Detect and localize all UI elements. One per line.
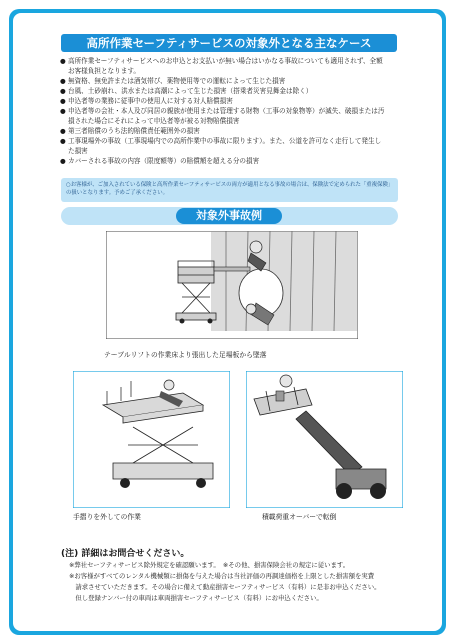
list-item xyxy=(60,156,410,166)
list-item xyxy=(60,116,410,126)
bullet: ● xyxy=(60,97,66,105)
list-item xyxy=(60,76,410,86)
case-text: 第三者賠償のうち法的賠償責任範囲外の損害 xyxy=(68,127,200,135)
list-item xyxy=(60,126,410,136)
bullet: ● xyxy=(60,137,66,145)
list-item xyxy=(60,66,410,76)
bullet: ● xyxy=(60,107,66,115)
bullet: ● xyxy=(60,57,66,65)
case-text: 工事現場外の事故（工事現場内での高所作業中の事故に限ります）。また、公道を許可なく走行して発生し xyxy=(68,137,382,145)
case-text: 申込者等の会社・本人及び同居の親族が使用または管理する財物（工事の対象物等）が滅失、破損または汚 xyxy=(68,107,385,115)
case-text: 損された場合にそれによって申込者等が被る対物賠償損害 xyxy=(68,117,240,125)
list-item xyxy=(60,106,410,116)
case-text: 無資格、無免許または酒気帯び、薬物使用等での運転によって生じた損害 xyxy=(68,77,286,85)
case-text: 申込者等の業務に従事中の使用人に対する対人賠償損害 xyxy=(68,97,233,105)
bullet: ● xyxy=(60,87,66,95)
excluded-cases-list xyxy=(60,56,410,166)
list-item xyxy=(60,136,410,146)
bullet: ● xyxy=(60,77,66,85)
case-text: 台風、土砂崩れ、洪水または高潮によって生じた損害（搭乗者災害見舞金は除く） xyxy=(68,87,313,95)
footer-note: 但し登録ナンバー付の車両は車両損害セーフティサービス（有料）にお申込ください。 xyxy=(69,594,323,602)
bullet: ● xyxy=(60,157,66,165)
illustration-railing-removed xyxy=(73,371,230,508)
footer-note: ※弊社セーフティサービス除外規定を確認願います。 ※その他、損害保険会社の規定に従います。 xyxy=(69,561,350,569)
duplicate-insurance-note: ○お客様が、ご加入されている保険と高所作業セーフティサービスの両方が適用となる事故の場合は、保険法で定められた「重複保険」の扱いとなります。予めご了承ください。 xyxy=(61,178,398,202)
case-text: お客様負担となります。 xyxy=(68,67,141,75)
list-item xyxy=(60,86,410,96)
case-text: 高所作業セーフティサービスへのお申込とお支払いが無い場合はいかなる事故についても適用されず、全額 xyxy=(68,57,383,65)
caption-overload-tipover: 積載荷重オーバーで転倒 xyxy=(262,513,337,521)
list-item xyxy=(60,96,410,106)
bullet: ● xyxy=(60,127,66,135)
caption-table-lift-fall: テーブルリフトの作業床より張出した足場板から墜落 xyxy=(104,351,267,359)
footer-note: ※お客様がすべてのレンタル機械類に損傷を与えた場合は当社評価の再調達価格を上限とした損害額を実費 xyxy=(69,572,375,580)
case-text: カバーされる事故の内容（限度額等）の賠償額を超える分の損害 xyxy=(68,157,260,165)
caption-railing-removed: 手摺りを外しての作業 xyxy=(73,513,141,521)
illustration-table-lift-fall xyxy=(106,231,358,339)
page-title: 高所作業セーフティサービスの対象外となる主なケース xyxy=(61,34,397,52)
list-item xyxy=(60,56,410,66)
list-item xyxy=(60,146,410,156)
section-title: 対象外事故例 xyxy=(176,208,282,224)
case-text: た損害 xyxy=(68,147,88,155)
illustration-overload-tipover xyxy=(246,371,403,508)
footer-title: (注) 詳細はお問合せください。 xyxy=(61,549,190,559)
footer-note: 請求させていただきます。その場合に備えて動産損害セーフティサービス（有料）に是非お申込ください。 xyxy=(69,583,381,591)
